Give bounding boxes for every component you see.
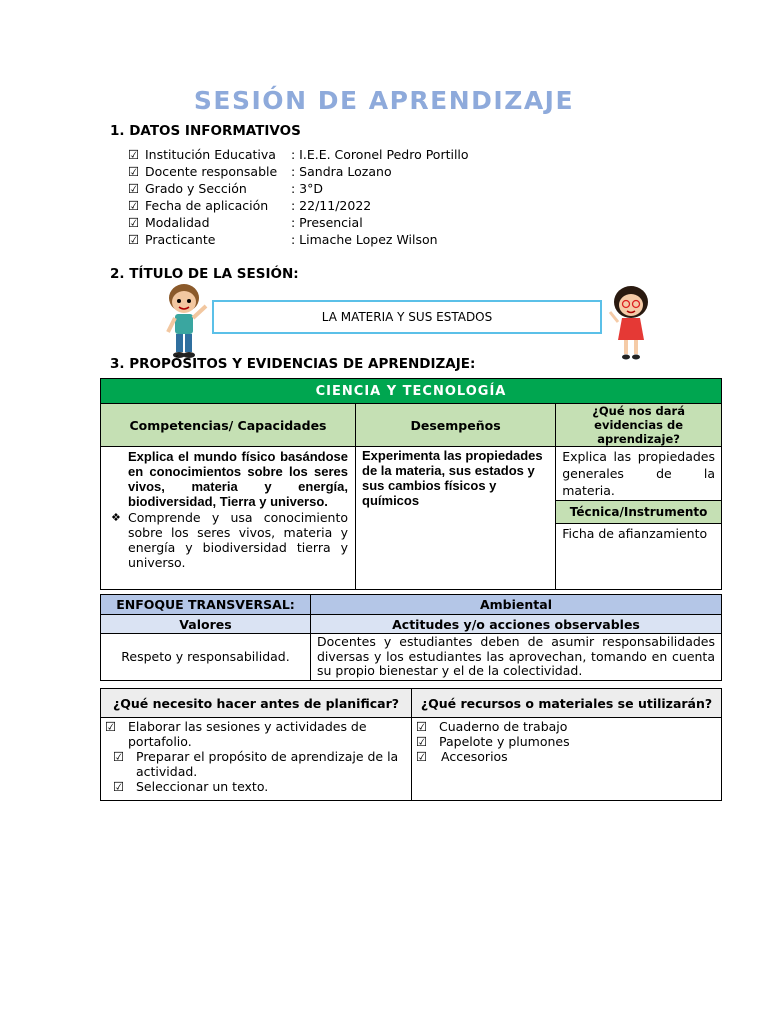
checkbox-icon: ☑	[113, 749, 125, 764]
datos-label: Fecha de aplicación	[145, 198, 269, 213]
datos-row	[128, 146, 469, 163]
recurso-item: Cuaderno de trabajo	[439, 719, 568, 734]
competencia-cell	[101, 447, 356, 590]
enfoque-label: ENFOQUE TRANSVERSAL:	[101, 595, 311, 615]
datos-value: : Sandra Lozano	[291, 164, 392, 179]
checkbox-icon: ☑	[416, 719, 428, 734]
datos-row	[128, 163, 469, 180]
col-desempenos: Desempeños	[356, 404, 556, 447]
checkbox-icon: ☑	[105, 719, 117, 734]
checkbox-icon: ☑	[128, 164, 140, 179]
datos-row	[128, 180, 469, 197]
tecnica-text: Ficha de afianzamiento	[562, 526, 708, 541]
recursos-cell	[412, 718, 722, 801]
planificar-item: Elaborar las sesiones y actividades de portafolio.	[128, 719, 367, 749]
capacidad-text: Comprende y usa conocimiento sobre los seres vivos, materia y energía y biodiversidad tierra y universo.	[128, 510, 349, 570]
planificar-cell	[101, 718, 412, 801]
datos-value: : 22/11/2022	[291, 198, 372, 213]
datos-label: Institución Educativa	[145, 147, 276, 162]
enfoque-table	[100, 594, 722, 681]
valores-header: Valores	[101, 615, 311, 634]
area-header: CIENCIA Y TECNOLOGÍA	[101, 379, 722, 404]
datos-value: : Presencial	[291, 215, 363, 230]
checkbox-icon: ☑	[128, 198, 140, 213]
datos-row	[128, 197, 469, 214]
datos-label: Docente responsable	[145, 164, 278, 179]
planificar-header: ¿Qué necesito hacer antes de planificar?	[101, 689, 412, 718]
checkbox-icon: ☑	[416, 749, 428, 764]
recurso-item: Accesorios	[441, 749, 508, 764]
datos-value: : Limache Lopez Wilson	[291, 232, 438, 247]
page-title: SESIÓN DE APRENDIZAJE	[193, 86, 575, 115]
planificar-item: Preparar el propósito de aprendizaje de la actividad.	[136, 749, 399, 779]
actitud-text: Docentes y estudiantes deben de asumir responsabilidades diversas y los estudiantes las aprovechan, tomando en cuenta su propio bienestar y el de la colectividad.	[317, 634, 715, 678]
section2-heading: 2. TÍTULO DE LA SESIÓN:	[110, 266, 299, 282]
girl-illustration	[606, 282, 656, 362]
evidencia-text: Explica las propiedades generales de la materia.	[562, 449, 715, 498]
recursos-header: ¿Qué recursos o materiales se utilizarán?	[412, 689, 722, 718]
checkbox-icon: ☑	[416, 734, 428, 749]
datos-label: Modalidad	[145, 215, 210, 230]
desempeno-cell	[356, 447, 556, 590]
tecnica-header: Técnica/Instrumento	[556, 501, 722, 524]
planificar-table	[100, 688, 722, 801]
col-competencias: Competencias/ Capacidades	[101, 404, 356, 447]
enfoque-value: Ambiental	[311, 595, 722, 615]
boy-illustration	[158, 280, 214, 360]
datos-row	[128, 214, 469, 231]
datos-value: : 3°D	[291, 181, 324, 196]
section1-heading: 1. DATOS INFORMATIVOS	[110, 123, 301, 139]
session-title-box	[212, 300, 602, 334]
valor-cell	[101, 634, 311, 681]
actitud-cell	[311, 634, 722, 681]
col-evidencias: ¿Qué nos dará evidencias de aprendizaje?	[556, 404, 722, 447]
valor-text: Respeto y responsabilidad.	[121, 649, 290, 665]
diamond-icon: ❖	[111, 511, 121, 524]
planificar-item: Seleccionar un texto.	[136, 779, 269, 794]
checkbox-icon: ☑	[128, 147, 140, 162]
checkbox-icon: ☑	[113, 779, 125, 794]
checkbox-icon: ☑	[128, 232, 140, 247]
actitudes-header: Actitudes y/o acciones observables	[311, 615, 722, 634]
datos-label: Grado y Sección	[145, 181, 247, 196]
tecnica-cell	[556, 524, 722, 590]
section3-heading: 3. PROPÓSITOS Y EVIDENCIAS DE APRENDIZAJE:	[110, 356, 476, 372]
competencia-text: Explica el mundo físico basándose en conocimientos sobre los seres vivos, materia y energía, biodiversidad, Tierra y universo.	[128, 449, 349, 509]
checkbox-icon: ☑	[128, 215, 140, 230]
datos-row	[128, 231, 469, 248]
datos-list	[128, 146, 469, 248]
desempeno-text: Experimenta las propiedades de la materia, sus estados y sus cambios físicos y químicos	[362, 448, 543, 508]
propositos-table	[100, 378, 722, 590]
datos-value: : I.E.E. Coronel Pedro Portillo	[291, 147, 469, 162]
datos-label: Practicante	[145, 232, 216, 247]
recurso-item: Papelote y plumones	[439, 734, 570, 749]
evidencia-cell	[556, 447, 722, 501]
checkbox-icon: ☑	[128, 181, 140, 196]
session-title: LA MATERIA Y SUS ESTADOS	[321, 310, 493, 324]
